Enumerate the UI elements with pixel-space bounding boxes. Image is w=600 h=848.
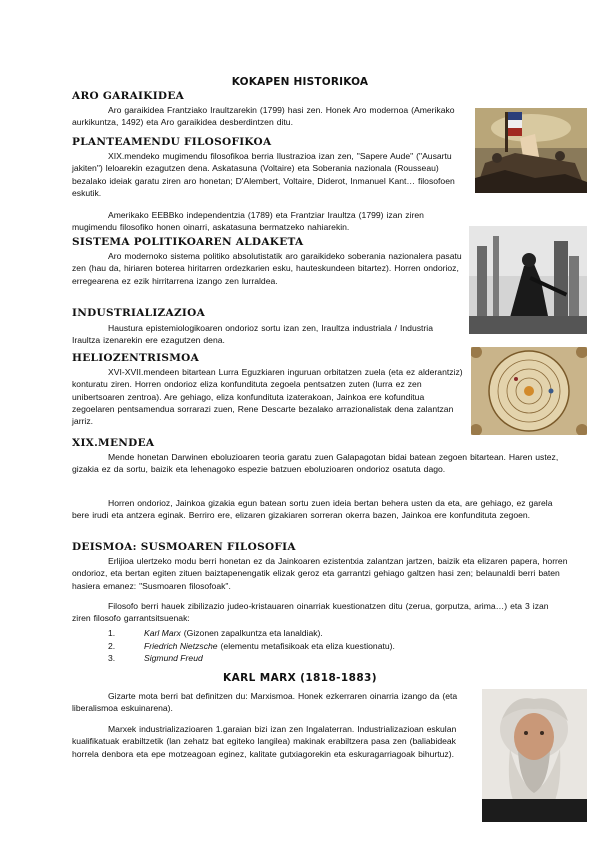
section-heading-planteamendu: PLANTEAMENDU FILOSOFIKOA: [72, 136, 272, 148]
section-heading-heliozentrismoa: HELIOZENTRISMOA: [72, 352, 200, 364]
paragraph: Haustura epistemiologikoaren ondorioz sortu izan zen, Iraultza industriala / Industria Iraultza izenarekin ere ezagutzen dena.: [72, 323, 433, 346]
paragraph: Marxek industrializazioaren 1.garaian bizi izan zen Ingalaterran. Industrializazioan eskulan kualifikatuak erabiltzetik (lan zehatz bat egiteko langilea) makinak erabiltzera pasa zen (baliabideak horrela denbora eta epe motzeagoan eginez, kalitate gutxiagorekin eta eskuragarriagoak bihurtuz).: [72, 724, 457, 759]
paragraph: Horren ondorioz, Jainkoa gizakia egun batean sortu zuen ideia bertan behera usten da eta, are gehiago, ez garela bere irudi eta antzera eginak. Berriro ere, elizaren gizakiaren sorreran okerra bazen, Jainkoa ere konfundituta zegoen.: [72, 498, 553, 521]
list-item: 3. Sigmund Freud: [108, 653, 203, 663]
paragraph: Gizarte mota berri bat definitzen du: Marxismoa. Honek ezkerraren oinarria izango da (eta liberalismoa eskuinarena).: [72, 691, 458, 714]
list-item: 2. Friedrich Nietzsche (elementu metafisikoak eta eliza kuestionatu).: [108, 640, 395, 651]
page-title: KOKAPEN HISTORIKOA: [231, 76, 369, 88]
section-heading-aro-garaikidea: ARO GARAIKIDEA: [72, 90, 185, 102]
paragraph: Mende honetan Darwinen eboluzioaren teoria garatu zuen Galapagotan bidai batean zegoen bitartean. Haren ustez, gizakia ez da sortu, baizik eta lehenagoko espezie batzuen eboluzioaren ondorioz osatuta dago.: [72, 452, 559, 475]
section-heading-deismoa: DEISMOA: SUSMOAREN FILOSOFIA: [72, 541, 296, 553]
paragraph: XVI-XVII.mendeen bitartean Lurra Eguzkiaren inguruan orbitatzen zuela (eta ez alderantziz) konturatu ziren. Horren ondorioz eliza konfundituta zegoela pentsatzen zuten (lurra ez zen unibertsoaren zentroa). Are gehiago, eliza konfundituta izaterakoan, Jainkoa ere kofunditua zegoelaren pentsamendua sorrarazi zuen, Rene Descarte bezalako arrazionalistak dena zalantzan jarriz.: [72, 367, 463, 427]
section-heading-karl-marx: KARL MARX (1818-1883): [223, 672, 377, 684]
paragraph: XIX.mendeko mugimendu filosofikoa berria Ilustrazioa izan zen, "Sapere Aude" ("Ausartu jakiten") leloarekin ezagutzen dena. Askatasuna (Voltaire) eta Soberania nazionala (Rousseau) bezalako ideiak garatu ziren aro honetan; D'Alembert, Voltaire, Diderot, Inmanuel Kant… filosofoen eskutik.: [72, 151, 455, 198]
section-heading-xix-mendea: XIX.MENDEA: [72, 437, 155, 449]
karl-marx-portrait-image: [482, 689, 587, 822]
industrial-worker-photo-image: [469, 226, 587, 334]
paragraph: Aro garaikidea Frantziako Iraultzarekin (1799) hasi zen. Honek Aro modernoa (Amerikako aurkikuntza, 1492) eta Aro garaikidea desberdintzen ditu.: [72, 105, 455, 128]
heliocentric-map-image: [471, 347, 587, 435]
liberty-leading-painting-image: [475, 108, 587, 193]
paragraph: Aro modernoko sistema politiko absolutistatik aro garaikideko soberania nazionalera pasatu zen (hau da, hiriaren boterea hiritarren ordezkarien esku, hauteskundeen bitartez). Horren ondorioz, erregearena ez ezik hirritarrena izango zen lurraldea.: [72, 251, 462, 286]
paragraph: Erlijioa ulertzeko modu berri honetan ez da Jainkoaren ezistentxia zalantzan jartzen, baizik eta elizaren papera, horren ondorioz, eta bertan egiten zituen baiztapenengatik elizak geroz eta garrantzi gehiago galtzen hasi zen; belaunaldi berri baten hasiera emanez: "Susmoaren filosofoak".: [72, 556, 568, 591]
paragraph: Amerikako EEBBko independentzia (1789) eta Frantziar Iraultza (1799) izan ziren mugimendu filosofiko honen oinarri, askatasuna bermatzeko nahiarekin.: [72, 210, 424, 233]
section-heading-industrializazioa: INDUSTRIALIZAZIOA: [72, 307, 206, 319]
section-heading-sistema-politikoa: SISTEMA POLITIKOAREN ALDAKETA: [72, 236, 304, 248]
philosophers-list: [108, 627, 395, 665]
list-item: 1. Karl Marx (Gizonen zapalkuntza eta lanaldiak).: [108, 628, 323, 638]
paragraph: Filosofo berri hauek zibilizazio judeo-kristauaren oinarriak kuestionatzen ditu (zerua, gorputza, arima…) eta 3 izan ziren filosofo garrantsitsuenak:: [72, 601, 549, 624]
